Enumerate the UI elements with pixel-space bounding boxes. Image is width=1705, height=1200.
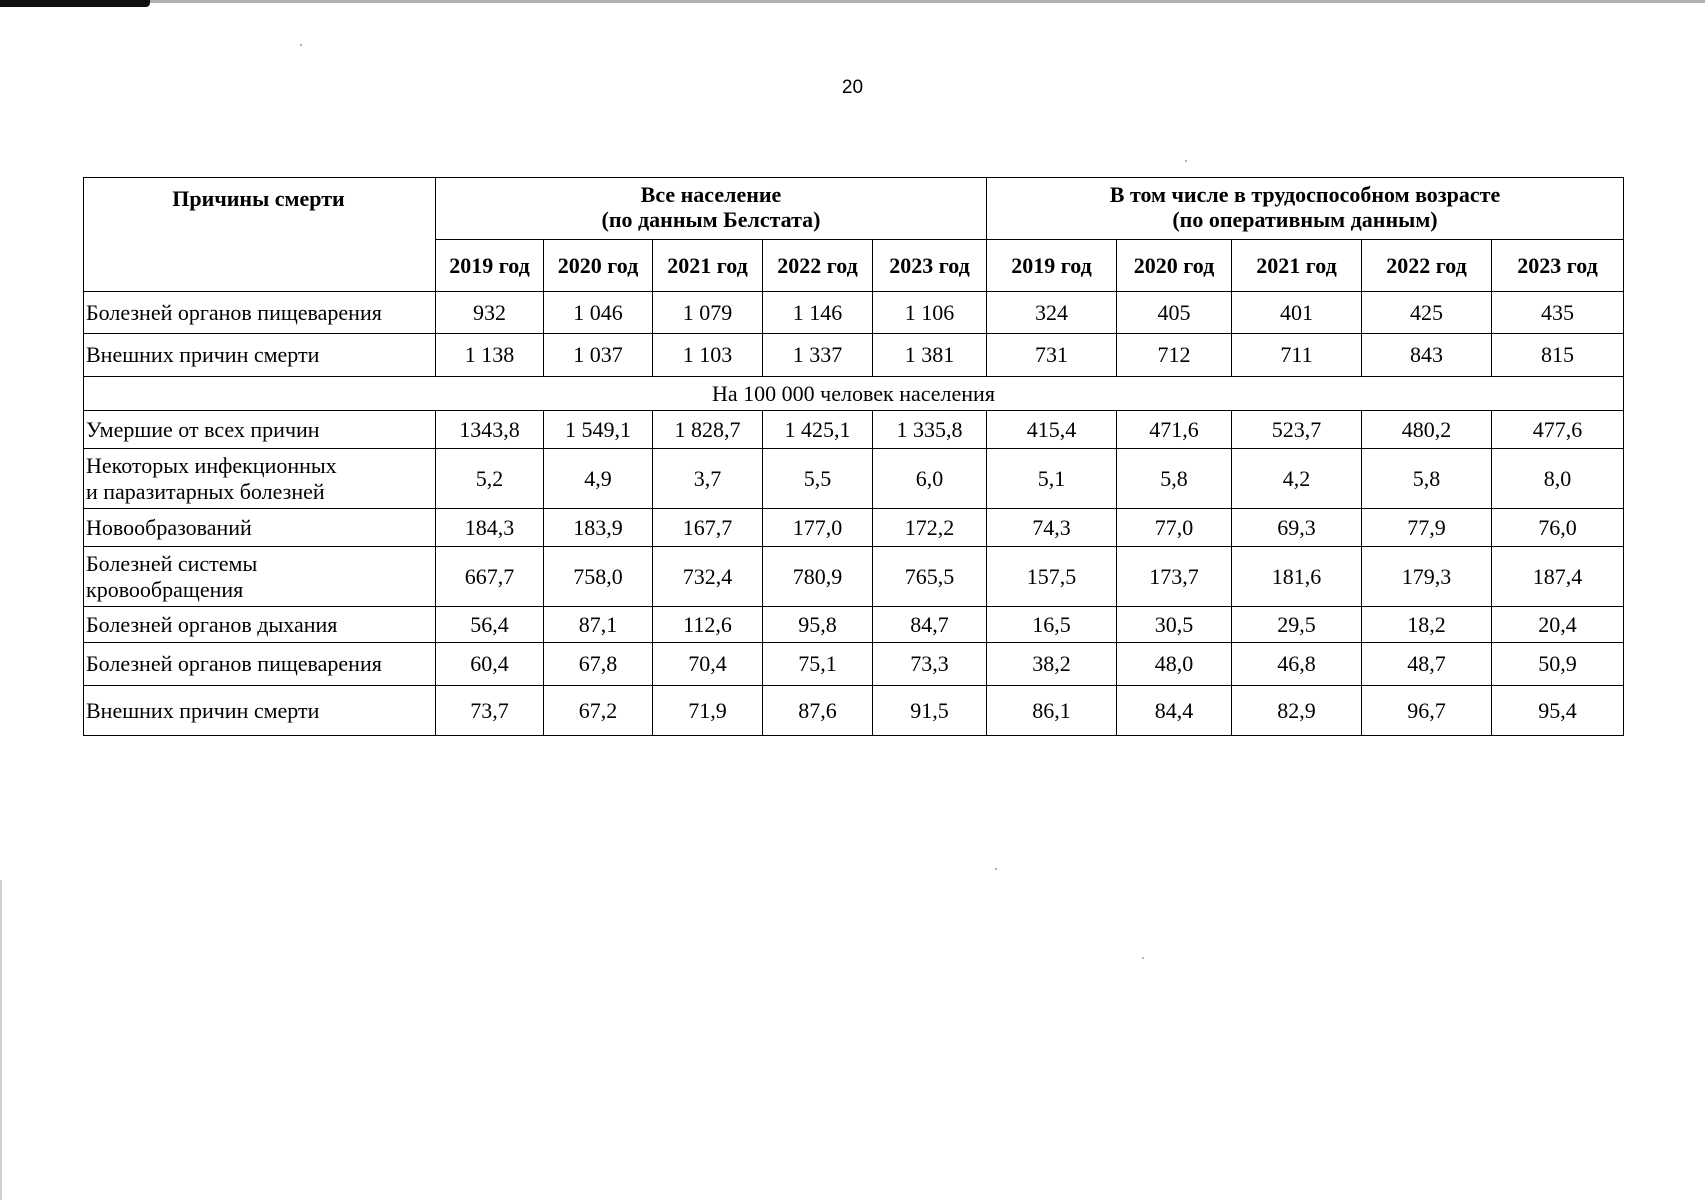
table-cell: 8,0 (1492, 449, 1624, 509)
row-cause-line1: Болезней органов пищеварения (86, 651, 382, 677)
year-header: 2020 год (544, 240, 653, 292)
table-cell: 324 (987, 292, 1117, 334)
table-subheader-row (84, 377, 1624, 411)
table-cell: 112,6 (653, 607, 763, 643)
row-cause-line1: Болезней органов дыхания (86, 611, 338, 637)
table-cell: 5,8 (1117, 449, 1232, 509)
table-cell: 1 425,1 (763, 411, 873, 449)
header-all-population-line2: (по данным Белстата) (601, 207, 821, 233)
table-cell: 435 (1492, 292, 1624, 334)
table-cell: 157,5 (987, 547, 1117, 607)
row-cause: Внешних причин смерти (84, 334, 436, 377)
table-cell: 96,7 (1362, 686, 1492, 736)
table-cell: 477,6 (1492, 411, 1624, 449)
table-cell: 67,2 (544, 686, 653, 736)
table-cell: 181,6 (1232, 547, 1362, 607)
table-cell: 87,6 (763, 686, 873, 736)
table-cell: 415,4 (987, 411, 1117, 449)
table-cell: 425 (1362, 292, 1492, 334)
table-cell: 69,3 (1232, 509, 1362, 547)
table-cell: 95,4 (1492, 686, 1624, 736)
year-header: 2023 год (1492, 240, 1624, 292)
table-cell: 1 335,8 (873, 411, 987, 449)
table-cell: 70,4 (653, 643, 763, 686)
header-all-population (436, 178, 987, 240)
table-cell: 758,0 (544, 547, 653, 607)
row-cause (84, 643, 436, 686)
table-cell: 71,9 (653, 686, 763, 736)
row-cause: Болезней органов пищеварения (84, 292, 436, 334)
table-cell: 5,8 (1362, 449, 1492, 509)
year-header: 2020 год (1117, 240, 1232, 292)
table-cell: 75,1 (763, 643, 873, 686)
table-cell: 1 549,1 (544, 411, 653, 449)
scan-speck (995, 868, 997, 870)
table-cell: 1 138 (436, 334, 544, 377)
table-cell: 179,3 (1362, 547, 1492, 607)
table-cell: 48,0 (1117, 643, 1232, 686)
table-cell: 1 046 (544, 292, 653, 334)
table-cell: 1 079 (653, 292, 763, 334)
table-cell: 765,5 (873, 547, 987, 607)
table-cell: 731 (987, 334, 1117, 377)
table-cell: 711 (1232, 334, 1362, 377)
table-row (84, 547, 1624, 607)
row-cause-line2: кровообращения (86, 576, 244, 602)
scan-top-edge (0, 0, 1705, 3)
table-cell: 815 (1492, 334, 1624, 377)
table-cell: 91,5 (873, 686, 987, 736)
table-cell: 73,7 (436, 686, 544, 736)
scan-speck (300, 44, 302, 46)
table-row (84, 449, 1624, 509)
header-working-age-line2: (по оперативным данным) (1172, 207, 1438, 233)
table-cell: 84,7 (873, 607, 987, 643)
table-cell: 74,3 (987, 509, 1117, 547)
table-row (84, 334, 1624, 377)
table-cell: 183,9 (544, 509, 653, 547)
table-cell: 843 (1362, 334, 1492, 377)
table-cell: 173,7 (1117, 547, 1232, 607)
table-cell: 932 (436, 292, 544, 334)
table-cell: 60,4 (436, 643, 544, 686)
table-cell: 667,7 (436, 547, 544, 607)
page-number: 20 (841, 77, 864, 98)
table-cell: 1 337 (763, 334, 873, 377)
table-cell: 471,6 (1117, 411, 1232, 449)
table-cell: 76,0 (1492, 509, 1624, 547)
table-cell: 67,8 (544, 643, 653, 686)
table-row (84, 607, 1624, 643)
table-cell: 50,9 (1492, 643, 1624, 686)
year-header: 2021 год (653, 240, 763, 292)
table-cell: 4,9 (544, 449, 653, 509)
table-cell: 405 (1117, 292, 1232, 334)
table-cell: 780,9 (763, 547, 873, 607)
table-row (84, 509, 1624, 547)
table-cell: 1 828,7 (653, 411, 763, 449)
table-cell: 177,0 (763, 509, 873, 547)
row-cause (84, 509, 436, 547)
table-cell: 523,7 (1232, 411, 1362, 449)
table-cell: 5,5 (763, 449, 873, 509)
table-cell: 1343,8 (436, 411, 544, 449)
table-cell: 480,2 (1362, 411, 1492, 449)
year-header: 2023 год (873, 240, 987, 292)
row-cause-line1: Некоторых инфекционных (86, 453, 337, 479)
mortality-table (83, 177, 1624, 736)
row-cause-line2: и паразитарных болезней (86, 478, 325, 504)
table-cell: 167,7 (653, 509, 763, 547)
row-cause-line1: Новообразований (86, 514, 252, 540)
table-cell: 3,7 (653, 449, 763, 509)
table-cell: 84,4 (1117, 686, 1232, 736)
table-cell: 6,0 (873, 449, 987, 509)
table-cell: 5,2 (436, 449, 544, 509)
table-cell: 73,3 (873, 643, 987, 686)
row-cause-line1: Внешних причин смерти (86, 697, 320, 723)
header-working-age (987, 178, 1624, 240)
header-working-age-line1: В том числе в трудоспособном возрасте (1109, 182, 1501, 207)
table-cell: 187,4 (1492, 547, 1624, 607)
row-cause-line1: Болезней системы (86, 551, 258, 577)
table-cell: 184,3 (436, 509, 544, 547)
table-cell: 48,7 (1362, 643, 1492, 686)
scan-speck (1142, 957, 1144, 959)
table-cell: 1 103 (653, 334, 763, 377)
table-cell: 29,5 (1232, 607, 1362, 643)
year-header: 2022 год (763, 240, 873, 292)
row-cause-line1: Умершие от всех причин (86, 416, 320, 442)
year-header: 2019 год (436, 240, 544, 292)
table-cell: 1 106 (873, 292, 987, 334)
table-cell: 77,0 (1117, 509, 1232, 547)
header-all-population-line1: Все население (640, 182, 782, 207)
table-cell: 172,2 (873, 509, 987, 547)
table-row (84, 686, 1624, 736)
table-row (84, 411, 1624, 449)
row-cause (84, 686, 436, 736)
table-cell: 401 (1232, 292, 1362, 334)
table-cell: 18,2 (1362, 607, 1492, 643)
table-row (84, 292, 1624, 334)
year-header: 2021 год (1232, 240, 1362, 292)
table-cell: 82,9 (1232, 686, 1362, 736)
table-cell: 16,5 (987, 607, 1117, 643)
year-header: 2019 год (987, 240, 1117, 292)
table-cell: 46,8 (1232, 643, 1362, 686)
table-cell: 1 037 (544, 334, 653, 377)
table-cell: 30,5 (1117, 607, 1232, 643)
table-cell: 5,1 (987, 449, 1117, 509)
row-cause (84, 547, 436, 607)
table-cell: 712 (1117, 334, 1232, 377)
table-cell: 20,4 (1492, 607, 1624, 643)
row-cause (84, 449, 436, 509)
header-cause: Причины смерти (84, 178, 436, 292)
table-cell: 38,2 (987, 643, 1117, 686)
table-cell: 86,1 (987, 686, 1117, 736)
table-subheader: На 100 000 человек населения (84, 377, 1624, 411)
table-cell: 77,9 (1362, 509, 1492, 547)
row-cause (84, 607, 436, 643)
table-cell: 56,4 (436, 607, 544, 643)
table-cell: 95,8 (763, 607, 873, 643)
table-row (84, 643, 1624, 686)
year-header: 2022 год (1362, 240, 1492, 292)
table-cell: 732,4 (653, 547, 763, 607)
table-cell: 1 381 (873, 334, 987, 377)
table-cell: 4,2 (1232, 449, 1362, 509)
table-cell: 87,1 (544, 607, 653, 643)
scan-left-edge (0, 880, 2, 1200)
row-cause (84, 411, 436, 449)
table-cell: 1 146 (763, 292, 873, 334)
scan-speck (1185, 160, 1187, 162)
